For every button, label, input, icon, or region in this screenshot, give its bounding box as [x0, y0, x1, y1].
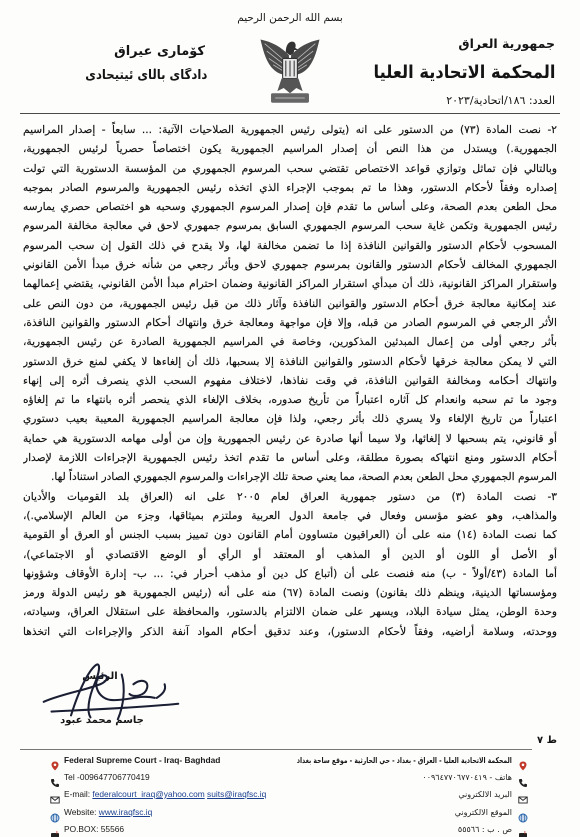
body-line: [23, 603, 557, 622]
signatory-title: الرئيس: [82, 671, 118, 682]
body-line-text: الجمهوري المخالف لأحكام الدستور والقانون بمرسوم جمهوري لاحق وبأثر رجعي من شأنه خرق مبدأ الأمن القانوني: [23, 259, 557, 272]
envelope-icon: [50, 790, 60, 800]
body-line-text: كما نصت المادة (١٤) منه على أن (العراقيون متساوون أمام القانون دون تمييز بسبب الجنس أو العرق أو القومية: [23, 529, 557, 542]
body-line: [23, 584, 557, 603]
body-line-text: أحكام الدستور ومنع انتهاكه بصورة مطلقة، وعلى أساس ما تقدم اتخذ رئيس الجمهورية الإجراءات اللازمة لإصدار: [23, 452, 557, 465]
footer-tel-en: Tel -009647706770419: [64, 772, 150, 782]
country-title-ku-text: كۆماری عیراق: [114, 44, 205, 59]
body-line-text: اعتباراً من تاريخ الإلغاء ولا يسري ذلك بأثر رجعي، ولذا فإن معالجة المراسيم الجمهورية المعيبة بعيب دستوري: [23, 413, 557, 426]
location-pin-icon: [518, 756, 528, 766]
footer-email-en: [64, 788, 296, 801]
footer-website-en: [64, 806, 296, 819]
body-line-text: الأثر الرجعي في المرسوم الصادر من قبله، وإلا فإن مواجهة ومعالجة خرق وانتهاك أحكام الدستور والقوانين النافذة،: [23, 316, 557, 329]
body-line: [23, 314, 557, 333]
body-line-text: ومؤسساتها الدينية، وينظم ذلك بقانون) ونصت المادة (٦٧) منه على أنه (رئيس الجمهورية هو رئيس الدولة ورمز: [23, 587, 557, 600]
footer-phone-ar-text: هاتف - ٠٠٩٦٤٧٧٠٦٧٧٠٤١٩: [422, 773, 512, 782]
header-divider: [20, 113, 560, 114]
footer-email-ar-text: البريد الالكتروني: [458, 790, 512, 799]
footer-address-ar-text: المحكمة الاتحادية العليا - العراق - بغداد - حي الحارثية - موقع ساحة بغداد: [297, 756, 512, 765]
body-line-text: وحدة الوطن، يمثل سيادة البلاد، ويسهر على ضمان الالتزام بالدستور، والمحافظة على استقلال العراق، وسيادته،: [23, 606, 557, 619]
body-line: [23, 468, 557, 487]
body-line-text: المرسوم الجمهوري محل الطعن بعدم الصحة، مما يعني صحة تلك الإجراءات والمرسوم الجمهوري الصادر استناداً لها.: [50, 471, 557, 484]
website-label: Website:: [64, 807, 97, 817]
body-line-text: محل الطعن بعدم الصحة، وعلى أساس ما تقدم فإن إصدار المرسوم الجمهوري وسحبه هو اختصاص حصري يمارسه: [23, 201, 557, 214]
location-pin-icon: [50, 756, 60, 766]
email-primary-link: federalcourt_iraq@yahoo.com: [92, 789, 205, 799]
footer-pobox-en: PO.BOX: 55566: [64, 824, 125, 834]
website-link: www.iraqfsc.iq: [98, 807, 153, 817]
body-line: [23, 275, 557, 294]
iraq-emblem-icon: [258, 30, 322, 108]
body-line: [23, 353, 557, 372]
body-line-text: المسحوب لأحكام الدستور والقوانين النافذة إذا ما تضمن مخالفة لها، ولا يقدح في ذلك القول إن سحب المرسوم: [23, 239, 557, 252]
body-line: [23, 121, 557, 140]
body-line: [23, 179, 557, 198]
court-title-ku: [85, 68, 207, 88]
mailbox-icon: [50, 825, 60, 835]
body-line: [23, 391, 557, 410]
court-title-ar-text: المحكمة الاتحادية العليا: [373, 62, 555, 83]
basmala: بسم الله الرحمن الرحيم: [237, 12, 343, 24]
body-line-text: ٣- نصت المادة (٣) من دستور جمهورية العراق لعام ٢٠٠٥ على انه (العراق بلد القوميات والأديان: [23, 490, 557, 503]
body-line: [23, 546, 557, 565]
phone-icon: [50, 773, 60, 783]
body-line: [23, 198, 557, 217]
body-line-text: رئيس الجمهورية وتكمن غاية سحب المرسوم الجمهوري السابق بمرسوم جمهوري لاحق في معالجة مخالفة المرسوم: [23, 220, 557, 233]
body-line-text: الجمهورية.) ويستدل من هذا النص أن إصدار المراسيم الجمهورية يكون اختصاصاً حصرياً لرئيس الجمهورية،: [23, 143, 557, 156]
body-line-text: والمذاهب، وهو عضو مؤسس وفعال في جامعة الدول العربية وملتزم بميثاقها، وجزء من العالم الإسلامي.)،: [23, 509, 557, 522]
body-line-text: إصداره وفقاً لأحكام الدستور، وهذا ما تم بموجب الإجراء الذي اتخذه رئيس الجمهورية والمرسوم الصادر بموجبه: [23, 181, 557, 194]
body-line-text: بأثر رجعي أولى من إعمال المبدئين المذكورين، وخاصة في المراسيم الجمهورية الصادرة عن رئيس الجمهورية،: [23, 336, 557, 349]
footer-pobox-ar-text: ص . ب : ٥٥٥٦٦: [457, 825, 512, 834]
body-line: [23, 372, 557, 391]
email-label: E-mail:: [64, 789, 91, 799]
email-secondary-link: suits@iraqfsc.iq: [207, 789, 267, 799]
body-text: [23, 121, 557, 642]
envelope-icon: [518, 790, 528, 800]
case-number: [415, 94, 555, 110]
body-line: [23, 140, 557, 159]
country-title-ar-text: جمهورية العراق: [458, 36, 555, 51]
body-line-text: ٢- نصت المادة (٧٣) من الدستور على انه (يتولى رئيس الجمهورية الصلاحيات الآتية: ... سابعاً - إصدار المراسيم: [23, 124, 557, 136]
body-line: [23, 507, 557, 526]
signature: [30, 655, 190, 733]
court-title-ku-text: دادگای باڵای ئیتیحادی: [85, 68, 207, 83]
country-title-ku: [105, 44, 205, 64]
case-number-text: العدد: ١٨٦/اتحادية/٢٠٢٣: [446, 94, 555, 107]
page-marker: [517, 735, 557, 749]
body-line: [23, 430, 557, 449]
body-line-text: عند إمكانية معالجة خرق أحكام الدستور والقوانين النافذة وآثار ذلك من قبل رئيس الجمهورية، من دون النص على: [23, 297, 557, 310]
body-line: [23, 488, 557, 507]
body-line: [23, 217, 557, 236]
globe-icon: [50, 808, 60, 818]
body-line: [23, 237, 557, 256]
phone-icon: [518, 773, 528, 783]
court-title-ar: [373, 60, 555, 86]
body-line-text: ووحدته، وسلامة أراضيه، وفقاً لأحكام الدستور)، وعند تدقيق أحكام المواد آنفة الذكر والإجراءات التي اتخذها: [23, 625, 557, 638]
footer-website-ar-text: الموقع الالكتروني: [454, 808, 512, 817]
body-line: [23, 526, 557, 545]
body-line-text: أو قانوني، يتم بسحبها لا إلغائها، ولا سيما أنها صادرة عن رئيس الجمهورية وإن من أولى مهامه الدستورية هي حماية: [23, 432, 557, 445]
footer-divider: [20, 749, 532, 750]
body-line-text: وانتهاك أحكامه ومخالفة القوانين النافذة، في وقت نفاذها، لاختلاف مفهوم السحب الذي ينصرف أثره إلى إنهاء: [23, 374, 557, 387]
footer-phone-ar: [297, 771, 512, 784]
body-line-text: أو الأصل أو اللون أو الدين أو المذهب أو المعتقد أو الرأي أو الوضع الاقتصادي أو الاجتماعي)،: [23, 548, 557, 561]
footer-email-ar: [297, 788, 512, 801]
footer-website-ar: [297, 806, 512, 819]
mailbox-icon: [518, 825, 528, 835]
body-line-text: واستقرار المراكز القانونية، ذلك أن مبدأي استقرار المراكز القانونية وضمان احترام مبدأ الأمن القانوني، يقتضي إعمالهما: [23, 278, 557, 291]
body-line: [23, 623, 557, 642]
footer-address-en: Federal Supreme Court - Iraq- Baghdad: [64, 755, 221, 765]
body-line-text: وجود ما تم سحبه وانعدام كل آثاره اعتباراً من تأريخ صدوره، بخلاف الإلغاء الذي ينحصر أثره بانتهاء ما تم إلغاؤه: [23, 394, 557, 407]
body-line-text: وبالتالي فإن تماثل وتوازي قواعد الاختصاص تقتضي سحب المرسوم الجمهوري من المؤسسة الدستورية التي تولت: [23, 162, 557, 175]
body-line: [23, 565, 557, 584]
body-line: [23, 295, 557, 314]
body-line: [23, 449, 557, 468]
signatory-name: جاسم محمد عبود: [60, 715, 144, 726]
globe-icon: [518, 808, 528, 818]
body-line: [23, 160, 557, 179]
page-marker-text: ط ٧: [537, 735, 557, 746]
body-line: [23, 410, 557, 429]
footer-pobox-ar: [297, 823, 512, 836]
body-line-text: أما المادة (٤٣/أولاً - ب) منه فنصت على أن (أتباع كل دين أو مذهب أحرار في: ... ب- إدارة الأوقاف وشؤونها: [23, 567, 557, 580]
body-line: [23, 256, 557, 275]
body-line: [23, 333, 557, 352]
country-title-ar: [435, 36, 555, 54]
footer-address-ar: [297, 754, 512, 767]
body-line-text: التي لا يمكن معالجة خرقها لأحكام الدستور والقوانين النافذة إلا بسحبها، ذلك أن إلغاءها لا يكفي لمنع خرق الدستور: [23, 355, 557, 368]
